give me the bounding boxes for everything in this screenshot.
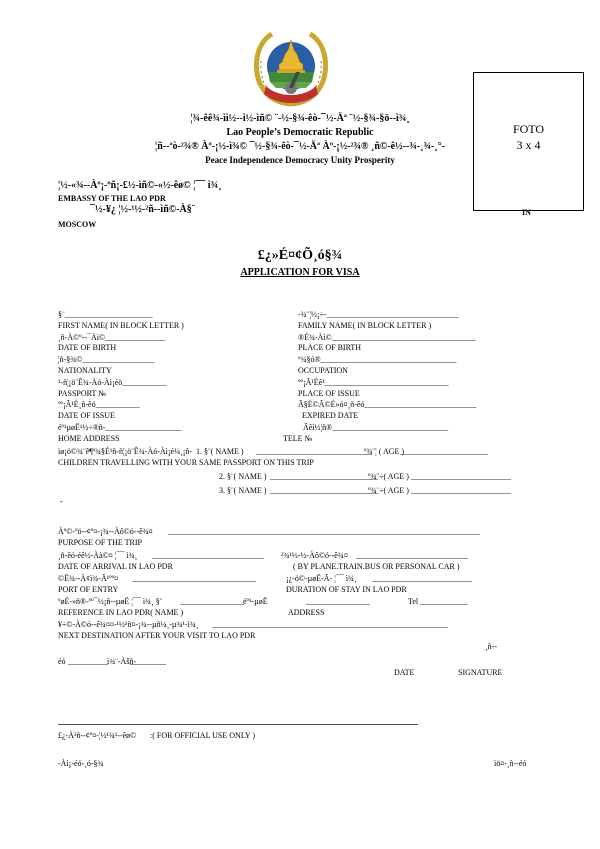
child-3-name-field[interactable]: ___________________________ xyxy=(270,486,378,495)
embassy-in-label: IN xyxy=(522,208,531,217)
ref-tel-label: Tel xyxy=(408,597,419,606)
pob-field[interactable]: ®É¾-Àì©____________________________________ xyxy=(298,333,476,342)
ref-tel-field[interactable]: ____________ xyxy=(420,597,468,606)
date-sig-lao-label: éó xyxy=(58,657,66,666)
issue-date-field[interactable]: ºº¡Ã¹É¸ñ-êó___________ xyxy=(58,400,140,409)
header-en-title-1: Lao People’s Democratic Republic xyxy=(226,127,374,138)
form-title-en: APPLICATION FOR VISA xyxy=(240,267,360,278)
occupation-label: OCCUPATION xyxy=(298,366,348,375)
nationality-field[interactable]: ¦ñ-§¾©__________________ xyxy=(58,355,155,364)
child-3-age-label: º¾¨÷( AGE ) xyxy=(368,486,409,495)
tel-label: TELE № xyxy=(283,434,313,443)
arrival-date-field[interactable]: ____________________________ xyxy=(152,551,264,560)
children-en-label: CHILDREN TRAVELLING WITH YOUR SAME PASSPORT ON THIS TRIP xyxy=(58,458,314,467)
header-lao-title-1: ¦¾-êê¾-ìì½--ì½-ìñ© ¨-½-§¾-êò-¯½-Äª ¨½-§¾-§ö--ì¾¸ xyxy=(190,113,410,124)
photo-size: 3 x 4 xyxy=(516,138,541,152)
transport-field[interactable]: ____________________________ xyxy=(356,551,468,560)
child-3-name-label: 3. §¨( NAME ) xyxy=(219,486,267,495)
child-1-age-field[interactable]: ______________________ xyxy=(400,447,488,456)
form-title-lao: £¿»É¤¢Õ¸ó§¾ xyxy=(257,248,343,263)
dash-mark: - xyxy=(60,497,63,506)
issue-place-field[interactable]: ºº¡Ã¹Éê¹_______________________________ xyxy=(298,378,449,387)
child-2-age-field[interactable]: _________________________ xyxy=(411,472,511,481)
passport-label: PASSPORT № xyxy=(58,389,106,398)
dob-field[interactable]: ¸ñ-À©º--¯Àì©_______________ xyxy=(58,333,166,342)
first-name-field[interactable]: §¨______________________ xyxy=(58,310,153,319)
embassy-lao-city: ¯½-¥¿ ¦½-¹½-²ñ--ìñ©-À§¨ xyxy=(90,204,196,215)
family-name-label: FAMILY NAME( IN BLOCK LETTER ) xyxy=(298,321,432,330)
ref-name-field[interactable]: ________________ xyxy=(180,597,244,606)
child-1-name-field[interactable]: _____________________________ xyxy=(256,447,372,456)
ref-addr-field[interactable]: ________________ xyxy=(306,597,370,606)
issue-place-label: PLACE OF ISSUE xyxy=(298,389,360,398)
arrival-date-lao-label: ¸ñ-êó-éê½-Àà©¤ ¦¯¯ ì¾¸ xyxy=(58,551,138,560)
photo-label: FOTO xyxy=(512,122,545,136)
official-lao-label: £¿-À³ñ--¢º¤-¦½¹¾¹--êø© xyxy=(58,731,137,740)
national-emblem-icon xyxy=(250,28,332,108)
photo-box xyxy=(473,72,584,211)
next-dest-lao-label: ¥÷©-À©ó--ê¾¤¤-¹½¹ñ¤-¡¾--µñ¼¸-µ¾¹-ì¾¸ xyxy=(58,620,199,629)
date-label: DATE xyxy=(394,668,415,677)
entry-port-field[interactable]: _______________________________ xyxy=(132,574,256,583)
signature-label: SIGNATURE xyxy=(458,668,503,677)
purpose-lao-label: Àº©-ºö--¢º¤-¡¾--Àô©ó--ê¾¤ xyxy=(58,527,153,536)
arrival-date-en-label: DATE OF ARRIVAL IN LAO PDR xyxy=(58,562,173,571)
passport-field[interactable]: ¹-ñ¦¡ö¨Ê¾-Àó-Àì¡éö___________ xyxy=(58,378,167,387)
first-name-label: FIRST NAME( IN BLOCK LETTER ) xyxy=(58,321,184,330)
right-small-mark: ¸ñ-- xyxy=(485,642,497,651)
stay-en-label: DURATION OF STAY IN LAO PDR xyxy=(286,585,407,594)
dob-label: DATE OF BIRTH xyxy=(58,343,117,352)
entry-port-en-label: PORT OF ENTRY xyxy=(58,585,119,594)
embassy-lao-name: ¦½-«¾--Àº¡-ºñ¡-£½-ìñ©-«½-êø© ¦¯¯ ì¾¸ xyxy=(58,180,222,191)
nationality-label: NATIONALITY xyxy=(58,366,112,375)
official-bottom-right: ìö¤-¸ñ--éó xyxy=(494,759,527,768)
expire-date-field[interactable]: Ã§É©Ã©É»ó¤¸ñ-êó____________________________ xyxy=(298,400,477,409)
expire-date-label: EXPIRED DATE xyxy=(302,411,359,420)
date-sig-field-2[interactable]: _________ xyxy=(130,657,166,666)
embassy-city: MOSCOW xyxy=(58,220,97,229)
child-2-age-label: º¾¨÷( AGE ) xyxy=(368,472,409,481)
purpose-field[interactable]: ______________________________________________________________________________ xyxy=(168,527,480,536)
transport-lao-label: ²¾¹½-½-Àô©ó--ê¾¤ xyxy=(281,551,348,560)
separator-line xyxy=(58,724,418,725)
family-name-field[interactable]: -¾¨¦½¡÷-_________________________________ xyxy=(298,310,459,319)
occupation-field[interactable]: º¾§ó®__________________________________ xyxy=(298,355,457,364)
pob-label: PLACE OF BIRTH xyxy=(298,343,362,352)
child-1-age-label: º¾¨¦ ( AGE ) xyxy=(364,447,405,456)
next-dest-field[interactable]: ___________________________________________________________ xyxy=(212,620,448,629)
issue-date-label: DATE OF ISSUE xyxy=(58,411,115,420)
ref-lao-label: ºøÉ-»ñ®-ºº¯½¡ñ--µøË ¦¯¯ ì¾¸ §¨ xyxy=(58,597,163,606)
tel-field[interactable]: Âêì½¦ñ®_____________________________ xyxy=(303,423,449,432)
purpose-en-label: PURPOSE OF THE TRIP xyxy=(58,538,142,547)
date-sig-lao-label-2: ì¾¨-Àšñ- xyxy=(107,657,137,666)
child-2-name-label: 2. §¨( NAME ) xyxy=(219,472,267,481)
header-lao-title-2: ¦ñ--ªò-²¾® Àº-¡½-ì¾© ¯½-§¾-êò-¯½-Äª Àº-¡½-²¾® ¸ñ©-ê½--¾-¸¾-¸°- xyxy=(155,141,445,152)
embassy-en-name: EMBASSY OF THE LAO PDR xyxy=(58,194,166,203)
child-2-name-field[interactable]: ___________________________ xyxy=(270,472,378,481)
ref-addr-en-label: ADDRESS xyxy=(288,608,325,617)
child-1-name-label: 1. §¨( NAME ) xyxy=(196,447,244,456)
children-lao-label: ìø¡ö©¾¨ê¶ª¾§É¹ñ-ñ¦¡ö¨Ê¾-Àó-Àì¡é¼¸¡ñ- xyxy=(58,447,193,456)
address-field[interactable]: éº¹µøË¹½÷®ñ-___________________ xyxy=(58,423,182,432)
official-bottom-left: -Àì¡-éó-¸ó-§¾ xyxy=(58,759,104,768)
stay-field[interactable]: _________________________ xyxy=(372,574,472,583)
transport-en-label: ( BY PLANE.TRAIN.BUS OR PERSONAL CAR ) xyxy=(293,562,460,571)
child-3-age-field[interactable]: _________________________ xyxy=(411,486,511,495)
ref-addr-lao-label: éº¹-µøË xyxy=(243,597,268,606)
next-dest-en-label: NEXT DESTINATION AFTER YOUR VISIT TO LAO PDR xyxy=(58,631,256,640)
stay-lao-label: ¡¿-ö©-µøË-Ã- ¦¯¯ ì¾¸ xyxy=(286,574,357,583)
date-sig-field-1[interactable]: __________ xyxy=(68,657,108,666)
header-en-title-2: Peace Independence Democracy Unity Prosperity xyxy=(205,155,395,165)
official-en-label: :( FOR OFFICIAL USE ONLY ) xyxy=(150,731,256,740)
entry-port-lao-label: ©Ë¾--À¢ì¾-Ã¹ºº¤ xyxy=(58,574,119,583)
ref-en-label: REFERENCE IN LAO PDR( NAME ) xyxy=(58,608,184,617)
address-label: HOME ADDRESS xyxy=(58,434,120,443)
